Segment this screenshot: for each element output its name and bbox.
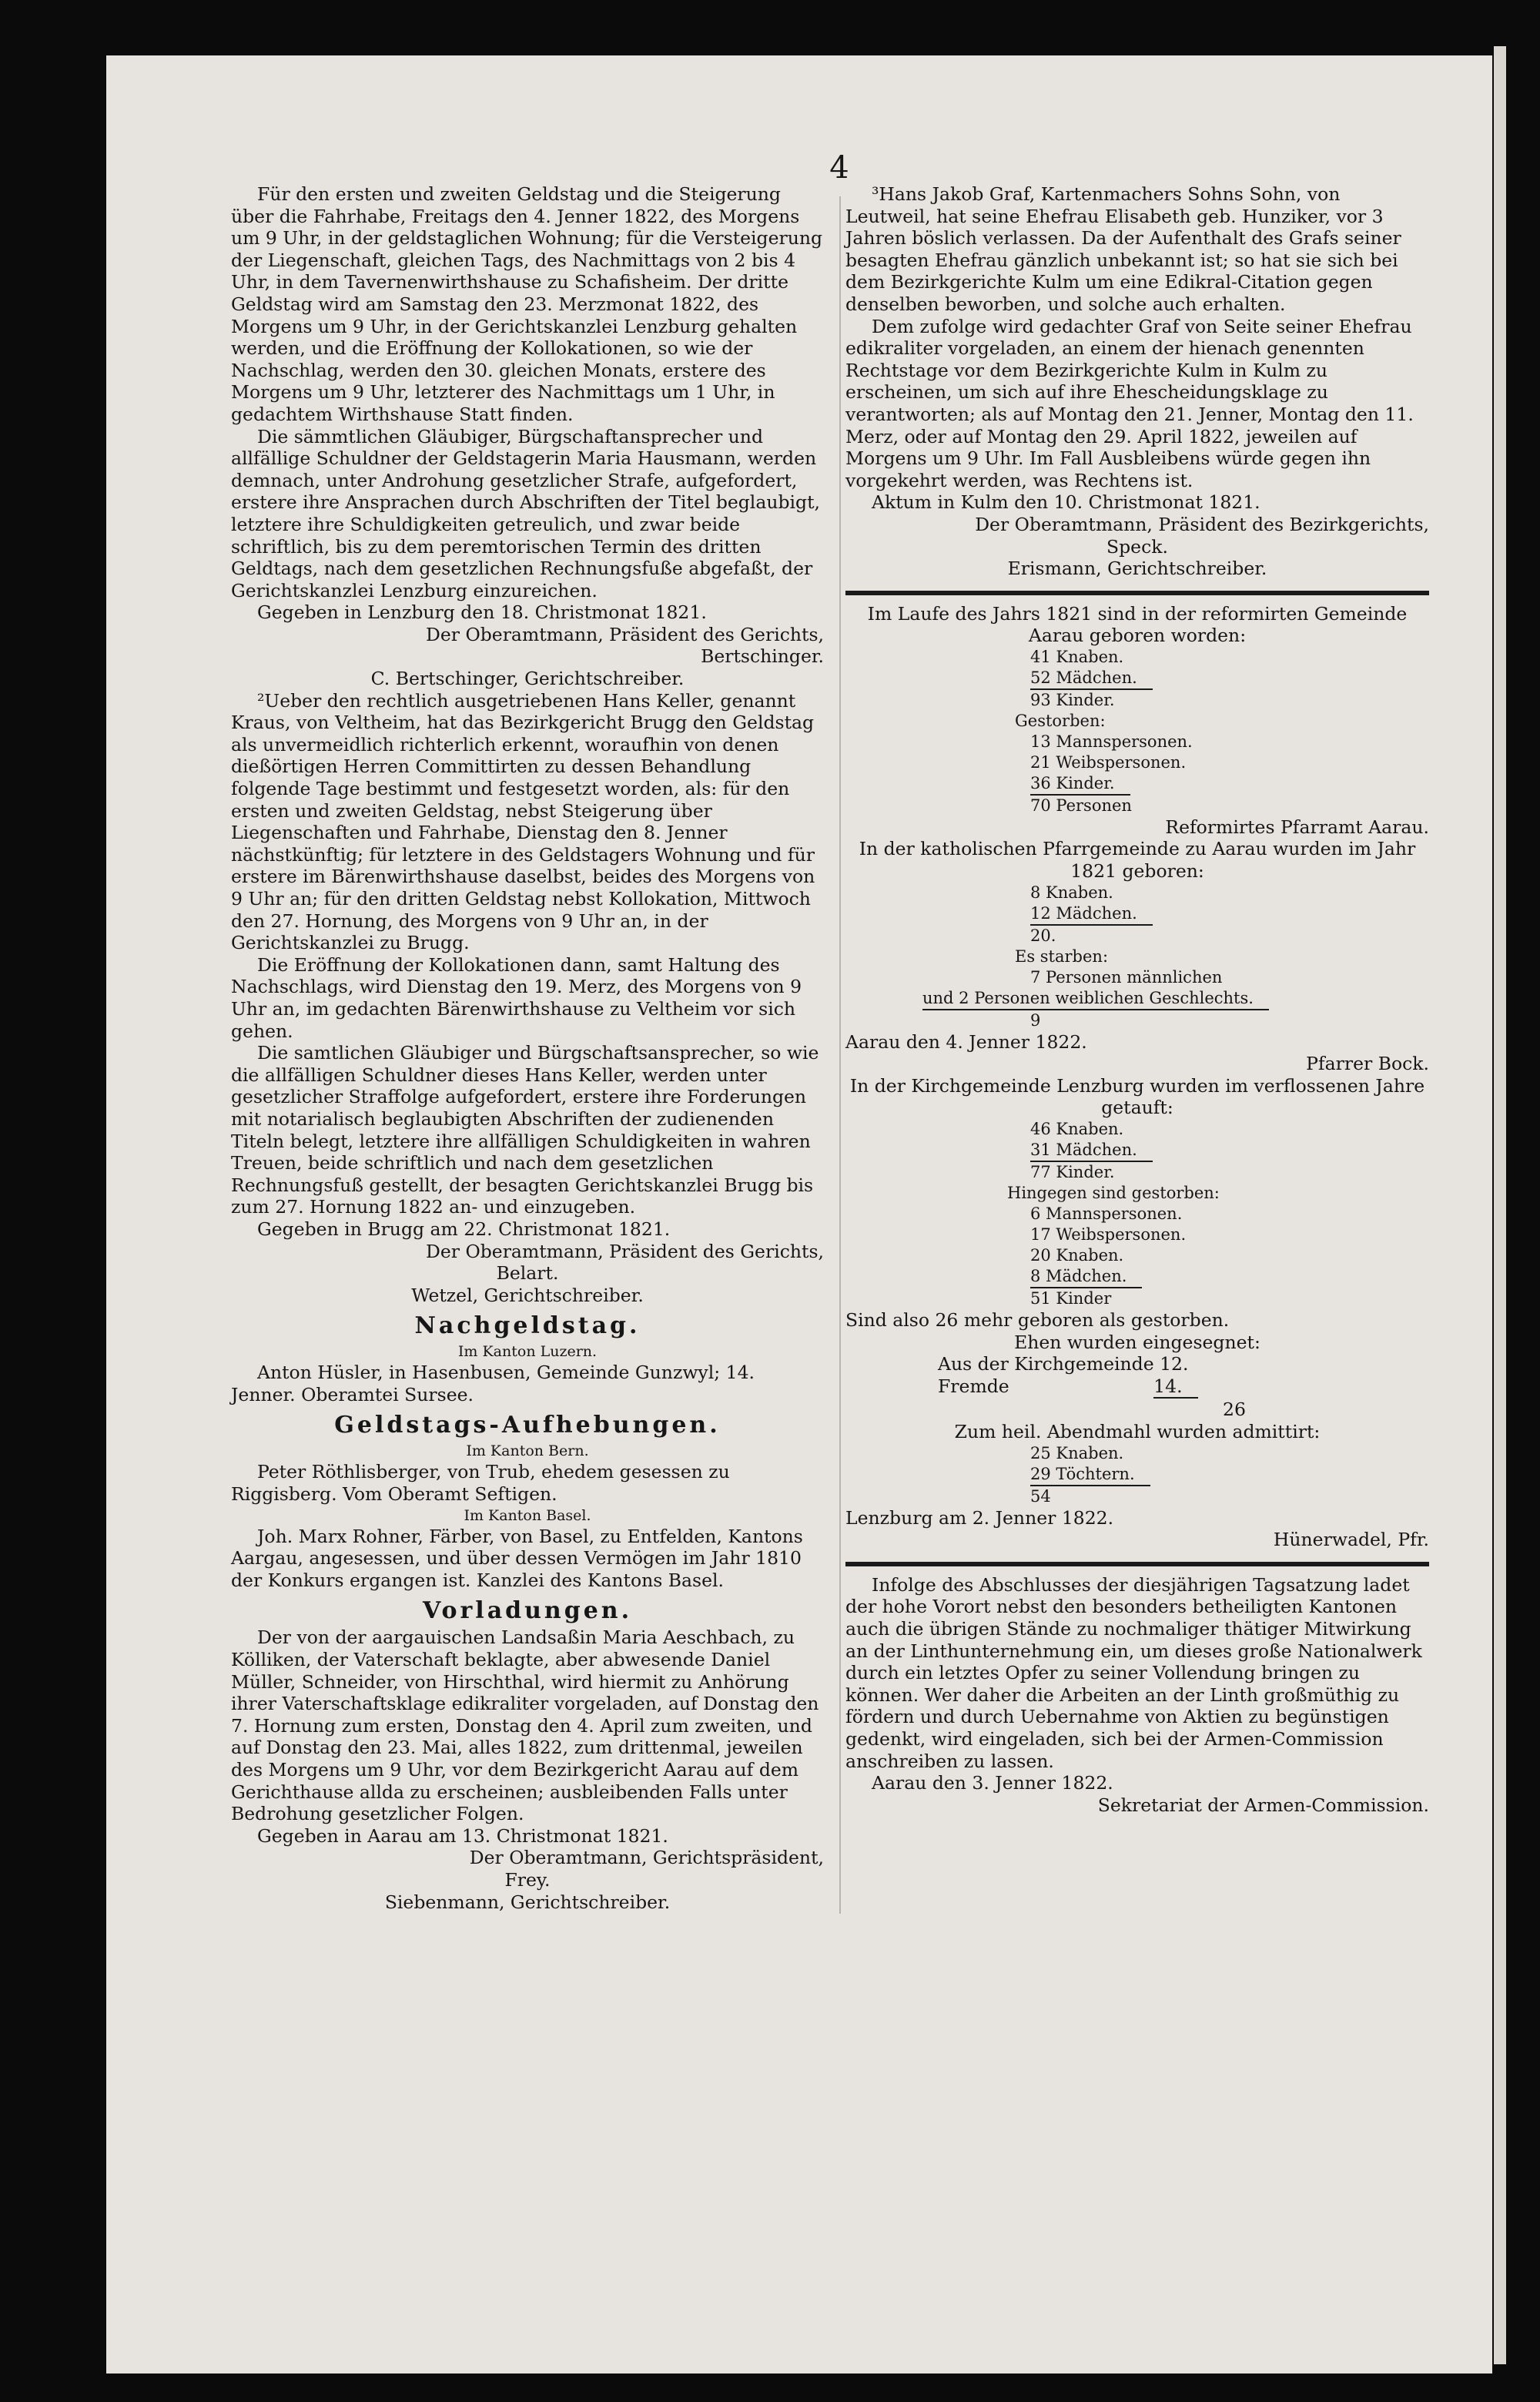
section-subheading: Im Kanton Basel. xyxy=(464,1506,591,1524)
statistics-heading: Im Laufe des Jahrs 1821 sind in der reformirten Gemeinde Aarau geboren worden: xyxy=(867,602,1408,647)
tally-line: 29 Töchtern. xyxy=(1030,1464,1150,1486)
statistics-heading: In der Kirchgemeinde Lenzburg wurden im verflossenen Jahre getauft: xyxy=(849,1074,1425,1119)
tally-line: Aus der Kirchgemeinde 12. xyxy=(938,1353,1189,1375)
summary-line: Sind also 26 mehr geboren als gestorben. xyxy=(845,1309,1230,1332)
tally-line: 93 Kinder. xyxy=(1030,690,1115,709)
tally-line: 51 Kinder xyxy=(1030,1289,1112,1308)
signature: Belart. xyxy=(496,1262,559,1285)
date-line: Lenzburg am 2. Jenner 1822. xyxy=(845,1506,1114,1529)
date-line: Gegeben in Lenzburg den 18. Christmonat 1821. xyxy=(257,601,707,624)
paragraph: Der von der aargauischen Landsaßin Maria Aeschbach, zu Kölliken, der Vaterschaft beklagte, aber abwesende Daniel Müller, Schneider, von Hirschthal, wird hiermit zu Anhörung ihrer Vaterschaftsklage edikraliter vorgeladen, auf Donstag den 7. Hornung zum ersten, Donstag den 4. April zum zweiten, und auf Donstag den 23. Mai, alles 1822, zum drittenmal, jeweilen des Morgens um 9 Uhr, vor dem Bezirkgericht Aarau auf dem Gerichthause allda zu erscheinen; ausbleibenden Falls unter Bedrohung gesetzlicher Folgen. xyxy=(231,1626,819,1825)
signature: Reformirtes Pfarramt Aarau. xyxy=(1165,816,1429,838)
signature: Der Oberamtmann, Gerichtspräsident, xyxy=(469,1847,824,1869)
signature: Erismann, Gerichtschreiber. xyxy=(1007,558,1267,580)
paragraph: Die sämmtlichen Gläubiger, Bürgschaftansprecher und allfällige Schuldner der Geldstagerin Maria Hausmann, werden demnach, unter Androhung gesetzlicher Strafe, aufgefordert, erstere ihre Ansprachen durch Abschriften der Titel beglaubigt, letztere ihre Schuldigkeiten getreulich, und zwar beide schriftlich, bis zu dem peremtorischen Termin des dritten Geldtags, nach dem gesetzlichen Rechnungsfuße abgefaßt, der Gerichtskanzlei Lenzburg einzureichen. xyxy=(231,425,820,601)
tally-line: Gestorben: xyxy=(1015,711,1106,730)
tally-line: 17 Weibspersonen. xyxy=(1030,1225,1187,1245)
signature: Bertschinger. xyxy=(701,645,824,668)
date-line: Gegeben in Aarau am 13. Christmonat 1821. xyxy=(257,1824,668,1847)
tally-line: 52 Mädchen. xyxy=(1030,668,1153,690)
statistics-heading: In der katholischen Pfarrgemeinde zu Aarau wurden im Jahr 1821 geboren: xyxy=(859,838,1416,883)
tally-line: Hingegen sind gestorben: xyxy=(1007,1184,1220,1203)
tally-line: 46 Knaben. xyxy=(1030,1120,1124,1139)
tally-line: 13 Mannspersonen. xyxy=(1030,732,1193,751)
date-line: Aarau den 3. Jenner 1822. xyxy=(872,1772,1113,1794)
signature: Der Oberamtmann, Präsident des Bezirkgerichts, xyxy=(975,513,1429,535)
paragraph: ³Hans Jakob Graf, Kartenmachers Sohns Sohn, von Leutweil, hat seine Ehefrau Elisabeth geb. Hunziker, vor 3 Jahren böslich verlassen. Da der Aufenthalt des Grafs seiner besagten Ehefrau gänzlich unbekannt ist; so hat sie sich bei dem Bezirkgerichte Kulm um eine Edikral-Citation gegen denselben beworben, und solche auch erhalten. xyxy=(845,183,1401,315)
tally-line: 26 xyxy=(1223,1399,1246,1421)
signature: Der Oberamtmann, Präsident des Gerichts, xyxy=(426,1240,824,1262)
signature: Pfarrer Bock. xyxy=(1306,1053,1429,1075)
paragraph: Dem zufolge wird gedachter Graf von Seite seiner Ehefrau edikraliter vorgeladen, an einem der hienach genennten Rechtstage vor dem Bezirkgerichte Kulm in Kulm zu erscheinen, um sich auf ihre Ehescheidungsklage zu verantworten; als auf Montag den 21. Jenner, Montag den 11. Merz, oder auf Montag den 29. April 1822, jeweilen auf Morgens um 9 Uhr. Im Fall Ausbleibens würde gegen ihn vorgekehrt werden, was Rechtens ist. xyxy=(845,315,1414,491)
signature: Speck. xyxy=(1106,535,1168,558)
signature: Frey. xyxy=(504,1868,551,1891)
right-column xyxy=(845,183,1429,1816)
section-subheading: Im Kanton Luzern. xyxy=(457,1343,598,1361)
paragraph: Joh. Marx Rohner, Färber, von Basel, zu Entfelden, Kantons Aargau, angesessen, und über dessen Vermögen im Jahr 1810 der Konkurs ergangen ist. Kanzlei des Kantons Basel. xyxy=(231,1525,803,1591)
tally-line: 20 Knaben. xyxy=(1030,1246,1124,1265)
tally-block xyxy=(1007,1119,1429,1309)
tally-value: 14. xyxy=(1153,1375,1197,1399)
tally-line: 20. xyxy=(1030,926,1056,945)
date-line: Gegeben in Brugg am 22. Christmonat 1821. xyxy=(257,1218,671,1240)
tally-block xyxy=(1015,647,1429,816)
tally-line: 25 Knaben. xyxy=(1030,1443,1124,1462)
column-divider xyxy=(839,196,841,1914)
paragraph: Die samtlichen Gläubiger und Bürgschaftsansprecher, so wie die allfälligen Schuldner dieses Hans Keller, werden unter gesetzlicher Straffolge aufgefordert, erstere ihre Forderungen mit notarialisch beglaubigten Abschriften der zudienenden Titeln belegt, letztere ihre allfälligen Schuldigkeiten in wahren Treuen, beide schriftlich und nach dem gesetzlichen Rechnungsfuß gestellt, der besagten Gerichtskanzlei Brugg bis zum 27. Hornung 1822 an- und einzugeben. xyxy=(231,1042,819,1218)
tally-line: Es starben: xyxy=(1015,946,1109,966)
tally-label: Fremde xyxy=(938,1375,1009,1397)
section-rule xyxy=(845,591,1429,595)
date-line: Aarau den 4. Jenner 1822. xyxy=(845,1030,1087,1053)
paragraph: Anton Hüsler, in Hasenbusen, Gemeinde Gunzwyl; 14. Jenner. Oberamtei Sursee. xyxy=(231,1362,755,1405)
tally-line: 9 xyxy=(1030,1010,1041,1030)
tally-line: und 2 Personen weiblichen Geschlechts. xyxy=(922,988,1269,1010)
page-number: 4 xyxy=(829,150,849,186)
adjacent-page-edge xyxy=(1494,46,1506,2364)
tally-line: 7 Personen männlichen xyxy=(1030,967,1223,987)
paragraph: Die Eröffnung der Kollokationen dann, samt Haltung des Nachschlags, wird Dienstag den 19. Merz, des Morgens von 9 Uhr an, im gedachten Bärenwirthshause zu Veltheim vor sich gehen. xyxy=(231,953,802,1042)
signature: Wetzel, Gerichtschreiber. xyxy=(411,1284,644,1306)
section-heading: Nachgeldstag. xyxy=(414,1312,641,1340)
tally-line: 77 Kinder. xyxy=(1030,1163,1115,1182)
tally-line: 54 xyxy=(1030,1486,1051,1506)
signature: Der Oberamtmann, Präsident des Gerichts, xyxy=(426,623,824,645)
tally-line: 70 Personen xyxy=(1030,796,1132,815)
tally-heading: Zum heil. Abendmahl wurden admittirt: xyxy=(954,1421,1321,1442)
paragraph: ²Ueber den rechtlich ausgetriebenen Hans Keller, genannt Kraus, von Veltheim, hat das Bezirkgericht Brugg den Geldstag als unvermeidlich richterlich erkennt, woraufhin von denen dießörtigen Herren Committirten zu dessen Behandlung folgende Tage bestimmt und festgesetzt worden, als: für den ersten und zweiten Geldstag, nebst Steigerung über Liegenschaften und Fahrhabe, Dienstag den 8. Jenner nächstkünftig; für letztere in des Geldstagers Wohnung und für erstere im Bärenwirthshause daselbst, beides des Morgens von 9 Uhr an; für den dritten Geldstag nebst Kollokation, Mittwoch den 27. Hornung, des Morgens von 9 Uhr an, in der Gerichtskanzlei zu Brugg. xyxy=(231,689,815,954)
section-subheading: Im Kanton Bern. xyxy=(466,1442,589,1460)
date-line: Aktum in Kulm den 10. Christmonat 1821. xyxy=(872,491,1260,514)
section-heading: Geldstags-Aufhebungen. xyxy=(334,1412,721,1439)
tally-line: 41 Knaben. xyxy=(1030,647,1124,666)
signature: Siebenmann, Gerichtschreiber. xyxy=(384,1891,671,1913)
tally-line: 36 Kinder. xyxy=(1030,773,1130,796)
paragraph: Infolge des Abschlusses der diesjährigen Tagsatzung ladet der hohe Vorort nebst den besonders betheiligten Kantonen auch die übrigen Stände zu nochmaliger thätiger Mitwirkung an der Linthunternehmung ein, um dieses große Nationalwerk durch ein letztes Opfer zu seiner Vollendung bringen zu können. Wer daher die Arbeiten an der Linth großmüthig zu fördern und durch Uebernahme von Aktien zu begünstigen gedenkt, wird eingeladen, sich bei der Armen-Commission anschreiben zu lassen. xyxy=(845,1573,1422,1772)
tally-block xyxy=(922,883,1429,1031)
tally-line: 8 Mädchen. xyxy=(1030,1266,1142,1288)
tally-heading: Ehen wurden eingesegnet: xyxy=(1014,1331,1260,1353)
tally-line xyxy=(938,1375,1429,1399)
tally-line: 31 Mädchen. xyxy=(1030,1140,1153,1162)
tally-line: 12 Mädchen. xyxy=(1030,903,1153,926)
section-heading: Vorladungen. xyxy=(422,1597,633,1625)
tally-line: 8 Knaben. xyxy=(1030,883,1113,902)
tally-block xyxy=(1030,1443,1429,1507)
paragraph: Für den ersten und zweiten Geldstag und die Steigerung über die Fahrhabe, Freitags den 4. Jenner 1822, des Morgens um 9 Uhr, in der geldstaglichen Wohnung; für die Versteigerung der Liegenschaft, gleichen Tags, des Nachmittags von 2 bis 4 Uhr, in dem Tavernenwirthshause zu Schafisheim. Der dritte Geldstag wird am Samstag den 23. Merzmonat 1822, des Morgens um 9 Uhr, in der Gerichtskanzlei Lenzburg gehalten werden, und die Eröffnung der Kollokationen, so wie der Nachschlag, werden den 30. gleichen Monats, erstere des Morgens um 9 Uhr, letzterer des Nachmittags um 1 Uhr, in gedachtem Wirthshause Statt finden. xyxy=(231,183,823,425)
signature: Hünerwadel, Pfr. xyxy=(1273,1529,1429,1551)
paragraph: Peter Röthlisberger, von Trub, ehedem gesessen zu Riggisberg. Vom Oberamt Seftigen. xyxy=(231,1461,730,1506)
tally-line: 6 Mannspersonen. xyxy=(1030,1204,1183,1224)
signature: Sekretariat der Armen-Commission. xyxy=(1097,1794,1429,1816)
signature: C. Bertschinger, Gerichtschreiber. xyxy=(370,668,685,690)
tally-line: 21 Weibspersonen. xyxy=(1030,752,1187,772)
section-rule xyxy=(845,1562,1429,1566)
left-column xyxy=(231,183,824,1913)
